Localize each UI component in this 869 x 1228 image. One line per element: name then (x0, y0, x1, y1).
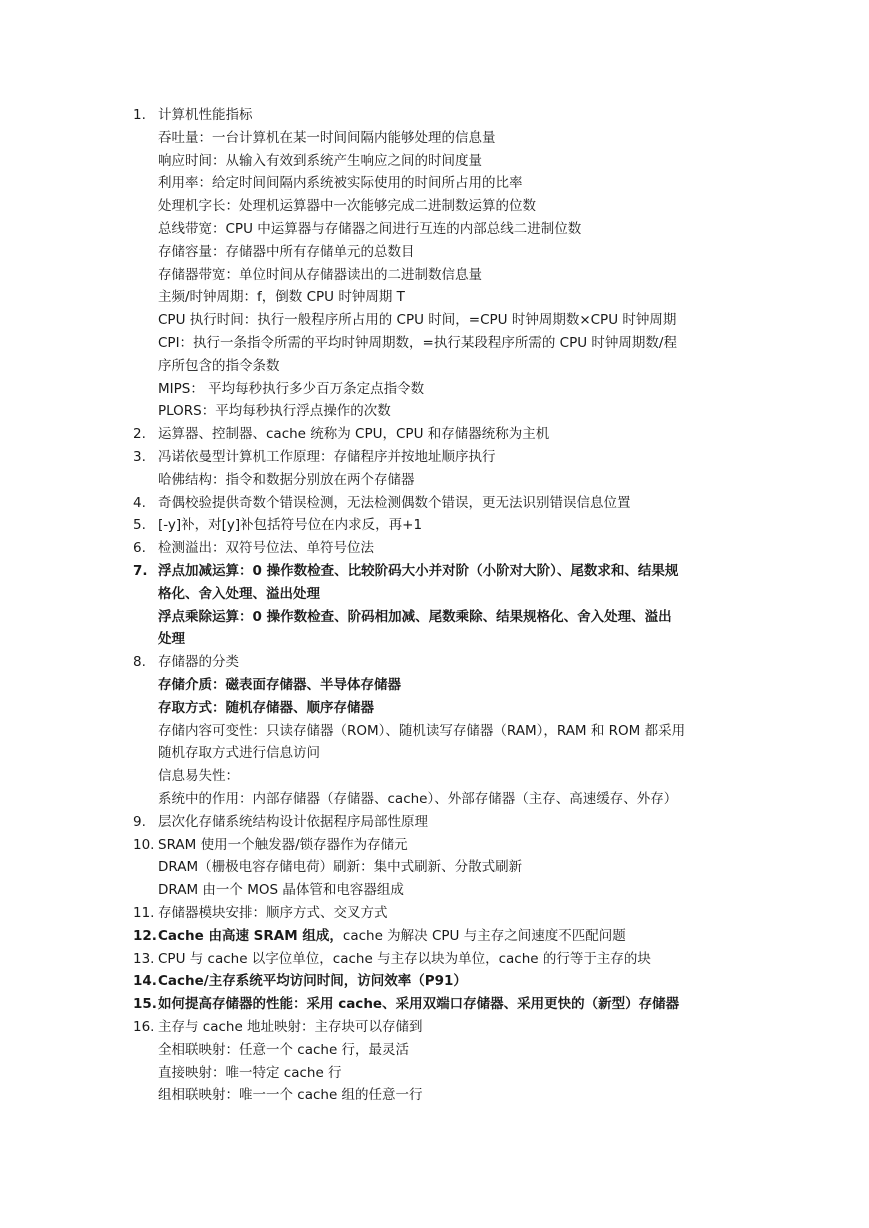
list-item-number: 8. (133, 654, 146, 671)
list-item (133, 104, 753, 423)
list-item-line: 存储容量：存储器中所有存储单元的总数目 (158, 243, 415, 260)
list-item-line: Cache/主存系统平均访问时间，访问效率（P91） (158, 973, 467, 990)
list-item-line: 信息易失性： (158, 768, 239, 785)
list-item-number: 10. (133, 836, 155, 853)
list-item-line: CPU 执行时间：执行一般程序所占用的 CPU 时间，=CPU 时钟周期数×CPU 时钟周期 (158, 312, 677, 329)
list-item-number: 11. (133, 905, 155, 921)
list-item-line: 利用率：给定时间间隔内系统被实际使用的时间所占用的比率 (158, 175, 523, 192)
list-item-line: 计算机性能指标 (158, 107, 253, 123)
list-item-line: PLORS：平均每秒执行浮点操作的次数 (158, 403, 391, 420)
list-item-number: 13. (133, 950, 155, 967)
list-item-line: 格化、舍入处理、溢出处理 (158, 585, 320, 602)
list-item-line: 奇偶校验提供奇数个错误检测，无法检测偶数个错误，更无法识别错误信息位置 (158, 494, 631, 511)
list-item-line: 存储内容可变性：只读存储器（ROM）、随机读写存储器（RAM），RAM 和 ROM 都采用 (158, 722, 686, 739)
list-item-line: 全相联映射：任意一个 cache 行，最灵活 (158, 1041, 410, 1058)
list-item-line: 序所包含的指令条数 (158, 357, 280, 374)
list-item (133, 970, 753, 993)
list-item-line: 检测溢出：双符号位法、单符号位法 (158, 540, 374, 557)
list-item (133, 993, 753, 1016)
list-item (133, 423, 753, 446)
line-segment: Cache 由高速 SRAM 组成， (158, 927, 343, 944)
list-item-line: 随机存取方式进行信息访问 (158, 745, 320, 762)
list-item-number: 16. (133, 1019, 155, 1035)
list-item (133, 537, 753, 560)
list-item (133, 834, 753, 902)
list-item-line: DRAM 由一个 MOS 晶体管和电容器组成 (158, 882, 404, 899)
list-item-line: 主存与 cache 地址映射：主存块可以存储到 (158, 1019, 423, 1035)
list-item-line: CPU 与 cache 以字位单位，cache 与主存以块为单位，cache 的行等于主存的块 (158, 950, 651, 967)
list-item (133, 651, 753, 811)
line-segment: cache 为解决 CPU 与主存之间速度不匹配问题 (342, 927, 626, 944)
list-item-line: DRAM（栅极电容存储电荷）刷新：集中式刷新、分散式刷新 (158, 859, 523, 876)
list-item-line: 主频/时钟周期：f，倒数 CPU 时钟周期 T (158, 289, 405, 306)
list-item-line: 存储介质：磁表面存储器、半导体存储器 (158, 676, 401, 693)
list-item-line: 存储器带宽：单位时间从存储器读出的二进制数信息量 (158, 266, 482, 283)
list-item-number: 3. (133, 449, 146, 465)
list-item-line: 运算器、控制器、cache 统称为 CPU，CPU 和存储器统称为主机 (158, 426, 550, 443)
list-item-number: 2. (133, 426, 146, 443)
list-item-line: 总线带宽：CPU 中运算器与存储器之间进行互连的内部总线二进制位数 (158, 220, 582, 237)
list-item-number: 5. (133, 517, 146, 534)
list-item-number: 7. (133, 563, 148, 579)
list-item-line: MIPS： 平均每秒执行多少百万条定点指令数 (158, 380, 425, 397)
list-item-number: 15. (133, 996, 157, 1013)
list-item (133, 902, 753, 925)
list-item-number: 6. (133, 540, 146, 557)
list-item (133, 492, 753, 515)
list-item (133, 514, 753, 537)
list-item-line: 冯诺依曼型计算机工作原理：存储程序并按地址顺序执行 (158, 449, 496, 465)
list-item-line: [-y]补，对[y]补包括符号位在内求反，再+1 (158, 517, 423, 534)
list-item-line: 处理 (158, 631, 185, 648)
list-item-line: 如何提高存储器的性能：采用 cache、采用双端口存储器、采用更快的（新型）存储器 (158, 996, 680, 1013)
list-item (133, 560, 753, 651)
list-item-line: CPI：执行一条指令所需的平均时钟周期数，=执行某段程序所需的 CPU 时钟周期数/程 (158, 334, 677, 351)
list-item-line: 处理机字长：处理机运算器中一次能够完成二进制数运算的位数 (158, 198, 536, 215)
list-item-line: 吞吐量：一台计算机在某一时间间隔内能够处理的信息量 (158, 129, 496, 146)
list-item-line: 直接映射：唯一特定 cache 行 (158, 1064, 342, 1081)
list-item-line: 浮点加减运算：0 操作数检查、比较阶码大小并对阶（小阶对大阶）、尾数求和、结果规 (158, 563, 679, 579)
list-item-line: 层次化存储系统结构设计依据程序局部性原理 (158, 813, 428, 830)
list-item-line: 响应时间：从输入有效到系统产生响应之间的时间度量 (158, 152, 482, 169)
list-item-number: 9. (133, 813, 146, 830)
list-item (133, 811, 753, 834)
list-item-number: 4. (133, 494, 146, 511)
list-item-line: 浮点乘除运算：0 操作数检查、阶码相加减、尾数乘除、结果规格化、舍入处理、溢出 (158, 608, 672, 625)
list-item-line: SRAM 使用一个触发器/锁存器作为存储元 (158, 836, 408, 853)
list-item-line (158, 925, 753, 948)
list-item-line: 哈佛结构：指令和数据分别放在两个存储器 (158, 471, 415, 488)
list-item (133, 925, 753, 948)
list-item (133, 1016, 753, 1107)
list-item-line: 存储器模块安排：顺序方式、交叉方式 (158, 905, 388, 921)
list-item-number: 14. (133, 973, 157, 990)
list-item-line: 存储器的分类 (158, 654, 239, 671)
list-item-number: 1. (133, 107, 146, 123)
list-item-number: 12. (133, 927, 157, 944)
list-item-line: 存取方式：随机存储器、顺序存储器 (158, 699, 374, 716)
list-item-line: 组相联映射：唯一一个 cache 组的任意一行 (158, 1087, 423, 1104)
list-item (133, 446, 753, 492)
list-item-line: 系统中的作用：内部存储器（存储器、cache）、外部存储器（主存、高速缓存、外存） (158, 790, 678, 807)
list-item (133, 948, 753, 971)
